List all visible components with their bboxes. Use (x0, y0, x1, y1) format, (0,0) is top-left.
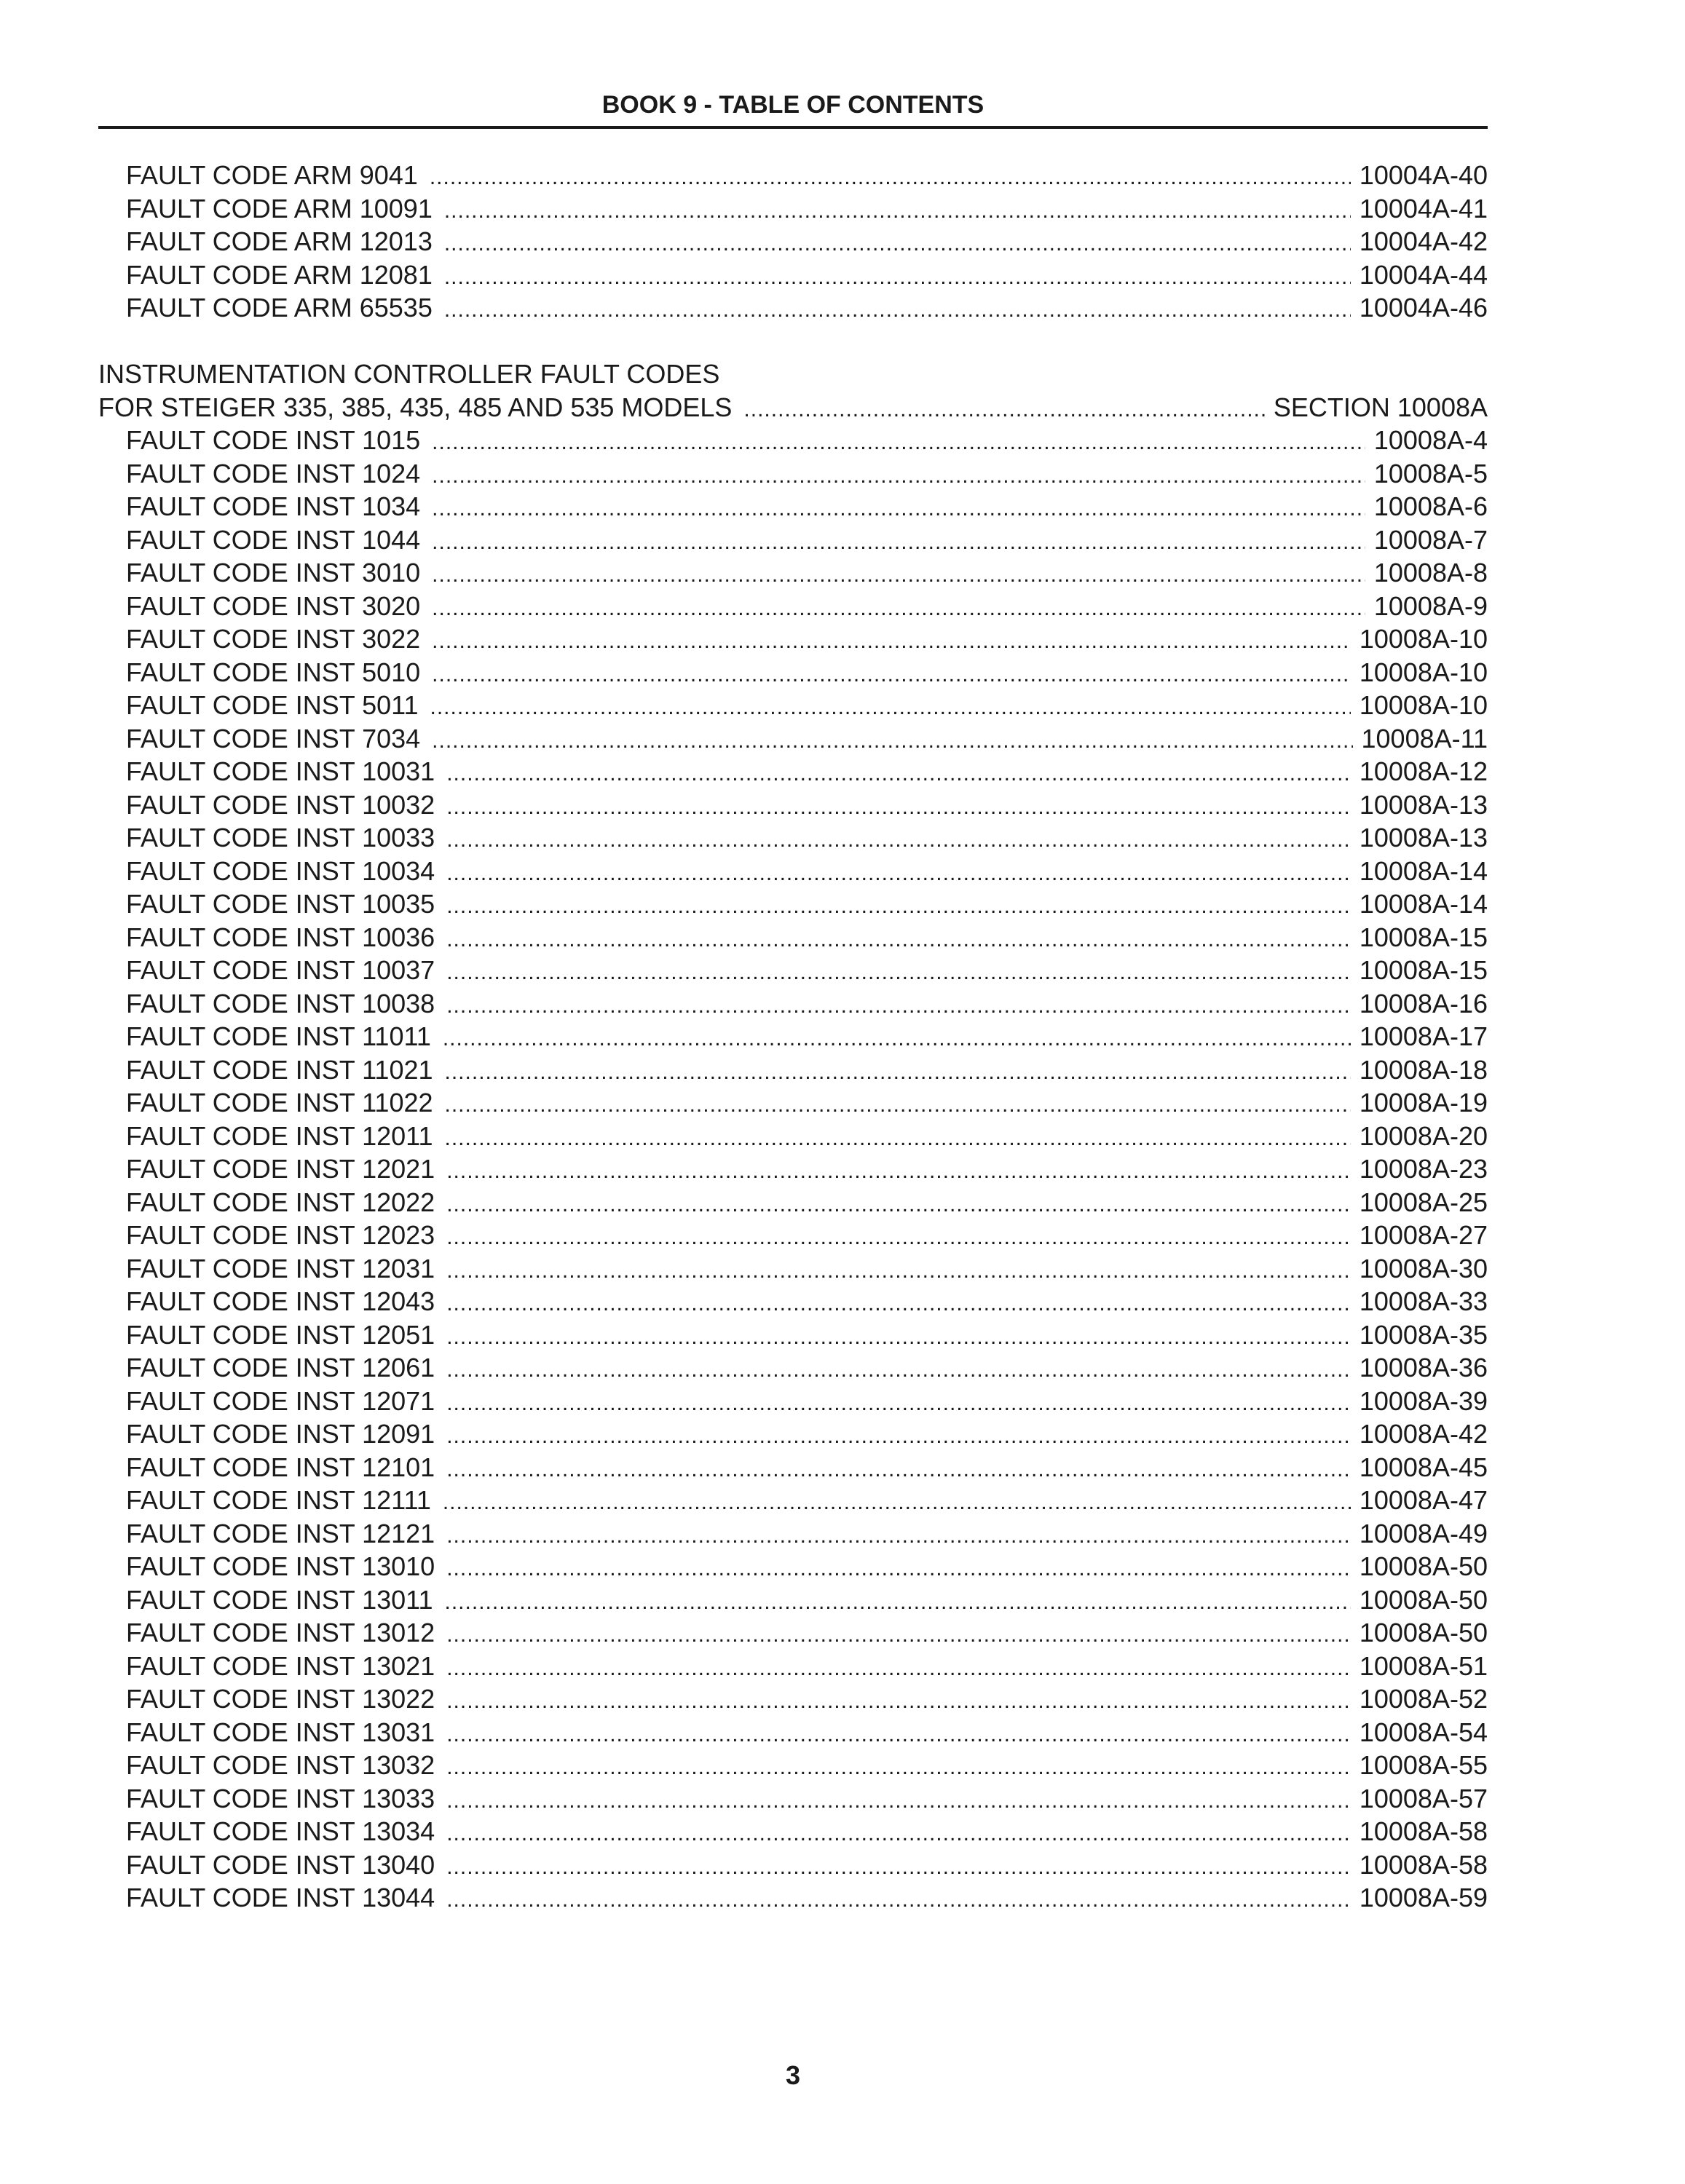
inst-entries-list (98, 424, 1488, 1915)
toc-entry[interactable] (98, 291, 1488, 325)
toc-entry-label: FAULT CODE INST 3010 (126, 558, 421, 587)
toc-entry[interactable] (98, 1417, 1488, 1451)
toc-entry[interactable] (98, 1120, 1488, 1153)
toc-leader-dots (743, 393, 1264, 427)
toc-entry-page: 10008A-15 (1359, 955, 1488, 985)
toc-entry-page: 10008A-51 (1359, 1650, 1488, 1681)
toc-leader-dots (444, 261, 1351, 294)
toc-leader-dots (445, 1056, 1351, 1089)
toc-leader-dots (446, 1718, 1351, 1752)
toc-entry[interactable] (98, 622, 1488, 656)
toc-entry-page: 10008A-14 (1359, 855, 1488, 886)
toc-leader-dots (432, 492, 1365, 526)
toc-leader-dots (430, 691, 1350, 724)
toc-entry-page: 10004A-46 (1359, 293, 1488, 323)
toc-leader-dots (432, 526, 1365, 559)
toc-entry[interactable] (98, 1650, 1488, 1683)
page-title: BOOK 9 - TABLE OF CONTENTS (601, 91, 984, 119)
toc-entry[interactable] (98, 457, 1488, 491)
toc-entry-page: 10008A-59 (1359, 1883, 1488, 1912)
toc-entry[interactable] (98, 921, 1488, 954)
toc-entry-label: FAULT CODE INST 12021 (126, 1154, 435, 1184)
toc-entry-page: 10008A-35 (1359, 1319, 1488, 1350)
toc-entry[interactable] (98, 1186, 1488, 1219)
toc-entry-page: 10004A-41 (1359, 193, 1488, 223)
toc-entry-label: FAULT CODE INST 1034 (126, 491, 421, 521)
toc-leader-dots (446, 1552, 1351, 1586)
toc-leader-dots (446, 857, 1351, 890)
toc-leader-dots (446, 823, 1351, 857)
toc-entry[interactable] (98, 722, 1488, 756)
toc-entry[interactable] (98, 225, 1488, 258)
toc-entry-label: FAULT CODE INST 13011 (126, 1584, 433, 1615)
toc-leader-dots (432, 459, 1365, 493)
page-number: 3 (785, 2060, 801, 2090)
toc-entry-page: 10008A-14 (1359, 889, 1488, 919)
toc-entry-label: FAULT CODE INST 12043 (126, 1286, 435, 1316)
toc-entry-label: FAULT CODE INST 13031 (126, 1717, 435, 1747)
toc-entry[interactable] (98, 258, 1488, 292)
toc-entry[interactable] (98, 755, 1488, 788)
toc-entry-page: 10008A-10 (1359, 657, 1488, 687)
toc-entry-page: 10008A-27 (1359, 1220, 1488, 1250)
section-heading-block (98, 357, 1488, 424)
toc-entry-label: FAULT CODE INST 12091 (126, 1419, 435, 1449)
toc-entry-page: 10008A-8 (1373, 558, 1488, 587)
toc-leader-dots (443, 1022, 1351, 1056)
toc-entry[interactable] (98, 1219, 1488, 1252)
toc-entry[interactable] (98, 788, 1488, 822)
toc-leader-dots (443, 1486, 1351, 1519)
toc-entry-label: FAULT CODE INST 11011 (126, 1021, 431, 1051)
toc-entry[interactable] (98, 523, 1488, 557)
toc-leader-dots (446, 1784, 1351, 1818)
toc-entry-label: FAULT CODE INST 10038 (126, 988, 435, 1018)
toc-entry-label: FAULT CODE INST 1044 (126, 524, 421, 555)
toc-entry-label: FAULT CODE INST 13032 (126, 1750, 435, 1780)
toc-leader-dots (432, 426, 1365, 459)
toc-entry-label: FAULT CODE INST 10037 (126, 955, 435, 985)
toc-entry[interactable] (98, 1848, 1488, 1882)
toc-entry-page: 10008A-58 (1359, 1816, 1488, 1846)
toc-entry-page: 10008A-54 (1359, 1717, 1488, 1747)
toc-leader-dots (430, 161, 1351, 194)
toc-entry-label: FAULT CODE INST 11021 (126, 1054, 433, 1085)
toc-entry[interactable] (98, 490, 1488, 523)
toc-leader-dots (446, 989, 1351, 1023)
toc-entry-label: FAULT CODE INST 7034 (126, 723, 421, 753)
toc-entry-label: FAULT CODE INST 13022 (126, 1684, 435, 1714)
toc-leader-dots (446, 1618, 1351, 1652)
toc-entry[interactable] (98, 1285, 1488, 1318)
toc-entry-page: 10008A-57 (1359, 1783, 1488, 1813)
toc-entry-page: 10008A-39 (1359, 1385, 1488, 1416)
toc-entry-label: FAULT CODE INST 3022 (126, 624, 421, 654)
toc-entry-label: FAULT CODE INST 13033 (126, 1783, 435, 1813)
toc-entry[interactable] (98, 1451, 1488, 1484)
toc-entry-label: FAULT CODE INST 10033 (126, 823, 435, 852)
toc-entry-label: FAULT CODE INST 10032 (126, 789, 435, 820)
toc-entry[interactable] (98, 1782, 1488, 1816)
toc-leader-dots (446, 1155, 1351, 1188)
toc-entry[interactable] (98, 159, 1488, 192)
toc-entry-page: 10008A-9 (1373, 590, 1488, 621)
toc-entry-label: FAULT CODE INST 5011 (126, 690, 419, 720)
toc-entry[interactable] (98, 1020, 1488, 1053)
toc-leader-dots (445, 1088, 1351, 1122)
toc-entry-page: 10008A-33 (1359, 1286, 1488, 1316)
toc-entry[interactable] (98, 1682, 1488, 1716)
toc-entry-page: 10008A-58 (1359, 1849, 1488, 1880)
toc-leader-dots (446, 791, 1351, 824)
toc-entry-label: FAULT CODE INST 12011 (126, 1120, 433, 1151)
toc-entry-page: 10008A-50 (1359, 1618, 1488, 1647)
toc-entry-page: 10008A-47 (1359, 1485, 1488, 1515)
toc-entry-label: FAULT CODE INST 12071 (126, 1385, 435, 1416)
toc-leader-dots (446, 1221, 1351, 1254)
toc-entry-page: 10008A-18 (1359, 1054, 1488, 1085)
toc-entry-page: 10008A-6 (1373, 491, 1488, 521)
toc-entry-label: FAULT CODE INST 12031 (126, 1253, 435, 1283)
toc-entry[interactable] (98, 1616, 1488, 1650)
toc-entry-page: 10008A-11 (1361, 723, 1488, 753)
toc-entry-page: 10008A-36 (1359, 1353, 1488, 1382)
toc-entry-page: 10008A-49 (1359, 1518, 1488, 1548)
toc-entry-label: FAULT CODE INST 12121 (126, 1518, 435, 1548)
toc-entry-page: 10008A-55 (1359, 1750, 1488, 1780)
toc-entry[interactable] (98, 1749, 1488, 1782)
toc-leader-dots (432, 558, 1365, 592)
toc-entry[interactable] (98, 192, 1488, 226)
toc-entry-page: 10008A-4 (1373, 425, 1488, 455)
toc-entry[interactable] (98, 855, 1488, 888)
toc-leader-dots (446, 1851, 1351, 1884)
toc-entry[interactable] (98, 1716, 1488, 1749)
toc-entry-page: 10008A-20 (1359, 1120, 1488, 1151)
toc-entry-page: 10008A-17 (1359, 1021, 1488, 1051)
toc-entry[interactable] (98, 556, 1488, 590)
toc-entry-label: FAULT CODE INST 11022 (126, 1088, 433, 1117)
toc-leader-dots (444, 227, 1351, 261)
toc-entry-page: 10008A-12 (1359, 756, 1488, 786)
toc-entry-page: 10008A-30 (1359, 1253, 1488, 1283)
toc-entry[interactable] (98, 987, 1488, 1021)
toc-entry-label: FAULT CODE INST 12022 (126, 1187, 435, 1217)
toc-entry-page: 10008A-5 (1373, 458, 1488, 488)
toc-entry-page: 10008A-19 (1359, 1088, 1488, 1117)
section-heading: INSTRUMENTATION CONTROLLER FAULT CODES (98, 359, 720, 389)
toc-entry-page: 10008A-23 (1359, 1154, 1488, 1184)
toc-entry-page: 10008A-13 (1359, 789, 1488, 820)
toc-entry-page: 10004A-40 (1359, 160, 1488, 190)
toc-entry-page: 10004A-42 (1359, 226, 1488, 256)
toc-entry[interactable] (98, 1583, 1488, 1617)
toc-entry[interactable] (98, 1815, 1488, 1848)
toc-entry[interactable] (98, 590, 1488, 623)
toc-entry[interactable] (98, 1152, 1488, 1186)
section-entry-page: SECTION 10008A (1273, 392, 1488, 422)
toc-entry-page: 10008A-10 (1359, 624, 1488, 654)
toc-entry-label: FAULT CODE INST 13034 (126, 1816, 435, 1846)
toc-entry[interactable] (98, 656, 1488, 689)
toc-entry-label: FAULT CODE INST 5010 (126, 657, 421, 687)
toc-leader-dots (446, 923, 1351, 957)
toc-entry-page: 10008A-16 (1359, 988, 1488, 1018)
toc-entry-page: 10008A-10 (1359, 690, 1488, 720)
toc-entry[interactable] (98, 1881, 1488, 1915)
toc-entry-label: FAULT CODE ARM 12013 (126, 226, 433, 256)
section-entry-label: FOR STEIGER 335, 385, 435, 485 AND 535 MODELS (98, 392, 733, 422)
toc-leader-dots (445, 1586, 1351, 1619)
toc-entry[interactable] (98, 821, 1488, 855)
toc-entry-label: FAULT CODE ARM 65535 (126, 293, 433, 323)
toc-entry-label: FAULT CODE ARM 9041 (126, 160, 418, 190)
toc-entry[interactable] (98, 1550, 1488, 1583)
toc-leader-dots (446, 956, 1351, 989)
toc-entry-label: FAULT CODE INST 13040 (126, 1849, 435, 1880)
toc-entry-label: FAULT CODE INST 10036 (126, 922, 435, 952)
toc-entry-page: 10008A-50 (1359, 1584, 1488, 1615)
toc-entry-label: FAULT CODE ARM 10091 (126, 193, 433, 223)
toc-entry[interactable] (98, 1351, 1488, 1385)
toc-entry-page: 10008A-7 (1373, 524, 1488, 555)
header-rule (98, 126, 1488, 129)
toc-entry-page: 10004A-44 (1359, 259, 1488, 290)
toc-entry-label: FAULT CODE INST 10031 (126, 756, 435, 786)
toc-leader-dots (446, 1420, 1351, 1453)
toc-entry[interactable] (98, 424, 1488, 457)
toc-leader-dots (446, 1387, 1351, 1420)
toc-entry[interactable] (98, 954, 1488, 987)
toc-entry-page: 10008A-45 (1359, 1452, 1488, 1482)
toc-leader-dots (446, 1287, 1351, 1321)
toc-entry-label: FAULT CODE INST 12101 (126, 1452, 435, 1482)
toc-entry-label: FAULT CODE INST 13012 (126, 1618, 435, 1647)
toc-leader-dots (432, 724, 1352, 758)
toc-entry[interactable] (98, 1517, 1488, 1551)
toc-leader-dots (432, 625, 1351, 658)
toc-leader-dots (445, 1122, 1351, 1155)
toc-entry-page: 10008A-25 (1359, 1187, 1488, 1217)
toc-entry-page: 10008A-42 (1359, 1419, 1488, 1449)
toc-leader-dots (446, 1321, 1351, 1354)
toc-entry-label: FAULT CODE INST 10035 (126, 889, 435, 919)
toc-entry-page: 10008A-13 (1359, 823, 1488, 852)
toc-leader-dots (446, 1883, 1351, 1917)
toc-leader-dots (446, 1188, 1351, 1222)
toc-entry[interactable] (98, 1318, 1488, 1352)
toc-entry-label: FAULT CODE INST 1015 (126, 425, 421, 455)
toc-entry[interactable] (98, 1385, 1488, 1418)
toc-entry-label: FAULT CODE INST 12051 (126, 1319, 435, 1350)
toc-leader-dots (446, 1751, 1351, 1784)
toc-leader-dots (446, 1817, 1351, 1851)
toc-leader-dots (444, 293, 1351, 327)
toc-entry-page: 10008A-15 (1359, 922, 1488, 952)
toc-entry-label: FAULT CODE INST 12023 (126, 1220, 435, 1250)
toc-leader-dots (432, 658, 1351, 692)
toc-leader-dots (446, 1652, 1351, 1685)
arm-entries-list (98, 159, 1488, 325)
section-entry[interactable] (98, 391, 1488, 424)
toc-entry[interactable] (98, 1484, 1488, 1517)
toc-entry-label: FAULT CODE INST 1024 (126, 458, 421, 488)
toc-entry-label: FAULT CODE INST 3020 (126, 590, 421, 621)
toc-leader-dots (446, 1254, 1351, 1288)
toc-leader-dots (446, 1519, 1351, 1553)
toc-leader-dots (444, 194, 1351, 228)
toc-leader-dots (446, 1453, 1351, 1487)
toc-leader-dots (446, 1685, 1351, 1718)
toc-leader-dots (432, 592, 1365, 625)
toc-entry-label: FAULT CODE INST 12061 (126, 1353, 435, 1382)
toc-leader-dots (446, 1353, 1351, 1387)
toc-entry-label: FAULT CODE ARM 12081 (126, 259, 433, 290)
toc-entry[interactable] (98, 689, 1488, 722)
toc-entry-label: FAULT CODE INST 13044 (126, 1883, 435, 1912)
toc-entry[interactable] (98, 1086, 1488, 1120)
toc-leader-dots (446, 890, 1351, 923)
toc-entry-label: FAULT CODE INST 13010 (126, 1551, 435, 1581)
toc-entry[interactable] (98, 1053, 1488, 1087)
toc-entry-page: 10008A-52 (1359, 1684, 1488, 1714)
toc-entry[interactable] (98, 1252, 1488, 1286)
toc-entry[interactable] (98, 887, 1488, 921)
toc-entry-label: FAULT CODE INST 13021 (126, 1650, 435, 1681)
toc-leader-dots (446, 757, 1351, 791)
toc-entry-label: FAULT CODE INST 12111 (126, 1485, 431, 1515)
toc-entry-page: 10008A-50 (1359, 1551, 1488, 1581)
toc-entry-label: FAULT CODE INST 10034 (126, 855, 435, 886)
